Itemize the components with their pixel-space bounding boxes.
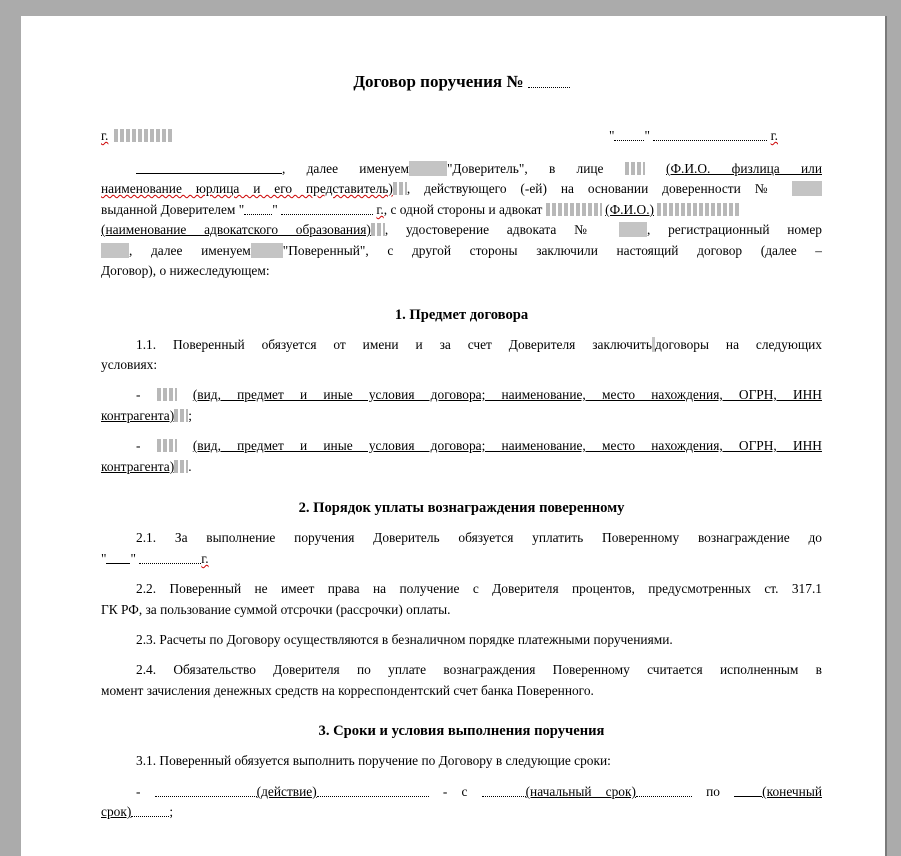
start-term-blank[interactable] — [482, 784, 526, 797]
action-blank[interactable] — [155, 784, 257, 797]
contract-number-blank[interactable] — [528, 75, 570, 88]
attorney-gender-ending-field[interactable] — [251, 243, 283, 258]
clause-3-1-item-line-1: - (действие) - с (начальный срок) по (конечный — [136, 784, 822, 799]
section-2-heading: 2. Порядок уплаты вознаграждения поверенному — [298, 500, 625, 516]
preamble-line-5: , далее именуем "Поверенный", с другой стороны заключили настоящий договор (далее – — [101, 241, 822, 262]
preamble-line-2: наименование юрлица и его представитель) , действующего (-ей) на основании доверенности № — [101, 179, 822, 200]
clause-1-1-item-2-line-1: - (вид, предмет и иные условия договора; наименование, место нахождения, ОГРН, ИНН — [136, 438, 822, 453]
end-term-blank[interactable] — [734, 784, 762, 797]
registration-number-field[interactable] — [101, 243, 129, 258]
power-of-attorney-number-field[interactable] — [792, 181, 822, 196]
principal-name-blank[interactable] — [136, 161, 282, 174]
clause-1-1-line-1: 1.1. Поверенный обязуется от имени и за счет Доверителя заключить договоры на следующих — [136, 337, 822, 352]
clause-1-1-item-1-line-2: контрагента) ; — [101, 408, 192, 423]
clause-1-1-item-1-line-1: - (вид, предмет и иные условия договора; наименование, место нахождения, ОГРН, ИНН — [136, 387, 822, 402]
advocate-certificate-field[interactable] — [619, 222, 647, 237]
header-line — [101, 126, 822, 147]
end-term-blank-end[interactable] — [131, 804, 169, 817]
principal-rep-field-end[interactable] — [393, 182, 407, 195]
clause-3-1-item-line-2: срок) ; — [101, 804, 174, 819]
advocate-name-field[interactable] — [546, 203, 602, 216]
clause-2-4-line-2: момент зачисления денежных средств на корреспондентский счет банка Поверенного. — [101, 683, 594, 698]
poa-month-year-blank[interactable] — [281, 202, 373, 215]
fee-due-day-blank[interactable] — [106, 551, 130, 564]
action-blank-end[interactable] — [317, 784, 429, 797]
city-field[interactable] — [114, 129, 174, 142]
clause-2-3: 2.3. Расчеты по Договору осуществляются в безналичном порядке платежными поручениями. — [136, 632, 673, 647]
clause-2-1-line-2: " " г. — [101, 551, 209, 566]
item-1-terms-field[interactable] — [157, 388, 177, 401]
bar-association-field[interactable] — [371, 223, 385, 236]
page-edge-shadow — [885, 16, 887, 837]
clause-1-1-line-2: условиях: — [101, 357, 158, 372]
principal-rep-field[interactable] — [625, 162, 645, 175]
preamble-line-3: выданной Доверителем " " г., с одной стороны и адвокат (Ф.И.О.) — [101, 200, 822, 221]
clause-2-2-line-1: 2.2. Поверенный не имеет права на получение с Доверителя процентов, предусмотренных ст. 317.1 — [136, 581, 822, 596]
clause-2-2-line-2: ГК РФ, за пользование суммой отсрочки (рассрочки) оплаты. — [101, 602, 451, 617]
preamble-line-6: Договор), о нижеследующем: — [101, 263, 270, 278]
advocate-name-field-end[interactable] — [657, 203, 739, 216]
clause-1-1-item-2-line-2: контрагента) . — [101, 459, 192, 474]
clause-3-1: 3.1. Поверенный обязуется выполнить поручение по Договору в следующие сроки: — [136, 753, 611, 768]
date-month-year-blank[interactable] — [653, 128, 767, 141]
poa-day-blank[interactable] — [244, 202, 272, 215]
preamble-line-4: (наименование адвокатского образования) , удостоверение адвоката № , регистрационный номер — [101, 222, 822, 237]
document-title: Договор поручения № — [101, 72, 822, 93]
document-page[interactable] — [21, 16, 885, 856]
item-2-terms-field[interactable] — [157, 439, 177, 452]
city-prefix: г. — [101, 128, 109, 143]
clause-2-1-line-1: 2.1. За выполнение поручения Доверитель обязуется уплатить Поверенному вознаграждение до — [136, 530, 822, 545]
date-day-blank[interactable] — [614, 128, 644, 141]
section-1-heading: 1. Предмет договора — [394, 307, 529, 323]
item-1-terms-field-end[interactable] — [174, 409, 188, 422]
start-term-blank-end[interactable] — [636, 784, 692, 797]
item-2-terms-field-end[interactable] — [174, 460, 188, 473]
contract-date: " " г. — [609, 128, 778, 143]
gender-ending-field[interactable] — [409, 161, 447, 176]
preamble-line-1: , далее именуем "Доверитель", в лице (Ф.И.О. физлица или — [101, 159, 822, 180]
clause-2-4-line-1: 2.4. Обязательство Доверителя по уплате вознаграждения Поверенному считается исполненным в — [136, 662, 822, 677]
fee-due-month-year-blank[interactable] — [139, 551, 201, 564]
section-3-heading: 3. Сроки и условия выполнения поручения — [318, 723, 605, 739]
